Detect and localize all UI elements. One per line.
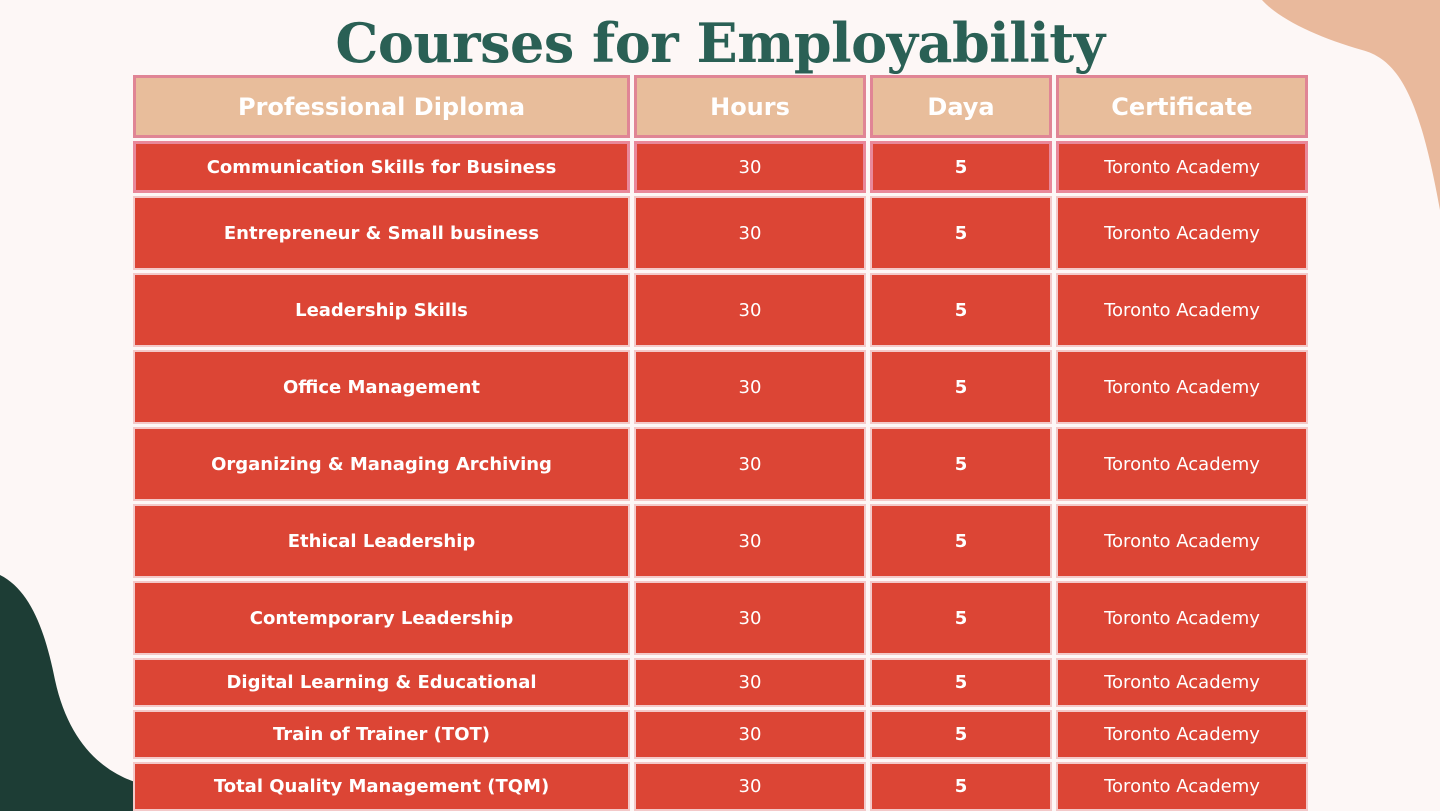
course-name-cell: Digital Learning & Educational [133,658,630,707]
days-cell: 5 [870,762,1052,811]
hours-cell: 30 [634,427,866,501]
days-cell: 5 [870,350,1052,424]
courses-table [133,75,1308,811]
header-professional-diploma: Professional Diploma [133,75,630,138]
course-name-cell: Train of Trainer (TOT) [133,710,630,759]
header-days: Daya [870,75,1052,138]
hours-cell: 30 [634,350,866,424]
hours-cell: 30 [634,196,866,270]
certificate-cell: Toronto Academy [1056,196,1308,270]
course-name-cell: Entrepreneur & Small business [133,196,630,270]
days-cell: 5 [870,581,1052,655]
hours-cell: 30 [634,762,866,811]
course-name-cell: Organizing & Managing Archiving [133,427,630,501]
course-name-cell: Communication Skills for Business [133,141,630,193]
certificate-cell: Toronto Academy [1056,581,1308,655]
days-cell: 5 [870,504,1052,578]
certificate-cell: Toronto Academy [1056,427,1308,501]
days-cell: 5 [870,141,1052,193]
course-name-cell: Ethical Leadership [133,504,630,578]
days-cell: 5 [870,658,1052,707]
page-title: Courses for Employability [335,11,1105,75]
hours-cell: 30 [634,581,866,655]
hours-cell: 30 [634,141,866,193]
course-name-cell: Total Quality Management (TQM) [133,762,630,811]
hours-cell: 30 [634,273,866,347]
certificate-cell: Toronto Academy [1056,658,1308,707]
certificate-cell: Toronto Academy [1056,273,1308,347]
certificate-cell: Toronto Academy [1056,350,1308,424]
course-name-cell: Office Management [133,350,630,424]
days-cell: 5 [870,196,1052,270]
header-hours: Hours [634,75,866,138]
days-cell: 5 [870,427,1052,501]
days-cell: 5 [870,710,1052,759]
certificate-cell: Toronto Academy [1056,762,1308,811]
course-name-cell: Leadership Skills [133,273,630,347]
hours-cell: 30 [634,710,866,759]
certificate-cell: Toronto Academy [1056,710,1308,759]
hours-cell: 30 [634,504,866,578]
course-name-cell: Contemporary Leadership [133,581,630,655]
certificate-cell: Toronto Academy [1056,504,1308,578]
header-certificate: Certificate [1056,75,1308,138]
hours-cell: 30 [634,658,866,707]
days-cell: 5 [870,273,1052,347]
certificate-cell: Toronto Academy [1056,141,1308,193]
